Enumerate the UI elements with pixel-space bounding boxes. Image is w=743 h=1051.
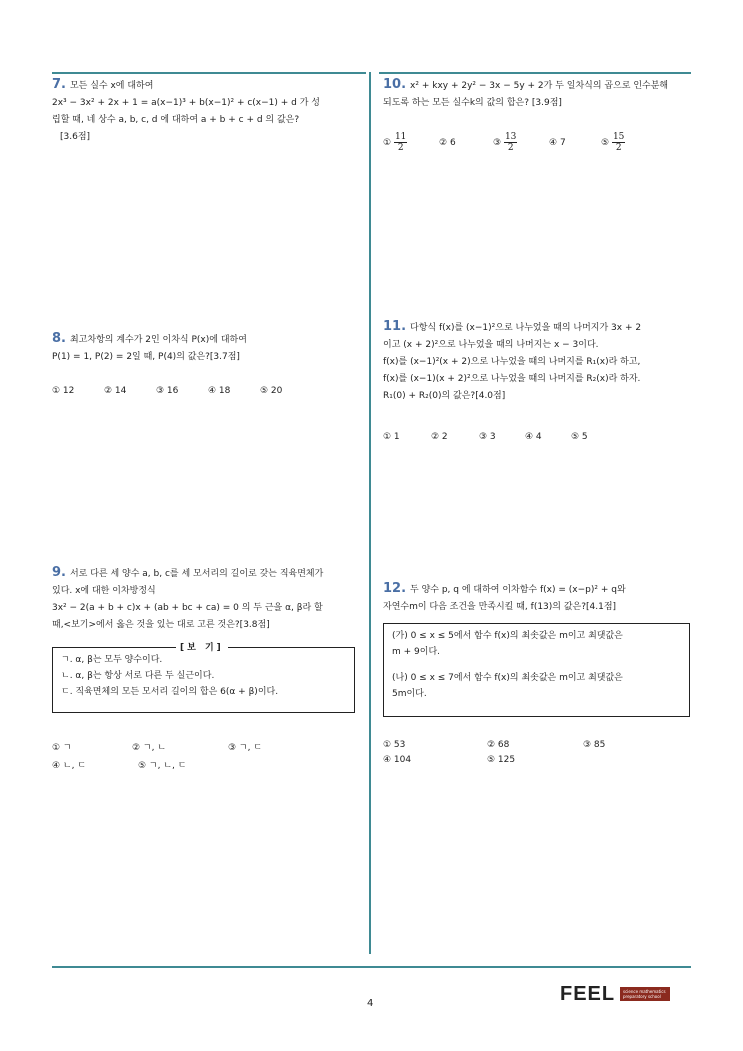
condition-ga-cont: m + 9이다. bbox=[392, 647, 441, 657]
fraction: $\frac{11}{2}$ bbox=[394, 132, 407, 153]
choice-4[interactable]: ④ 7 bbox=[549, 138, 566, 148]
choice-4[interactable]: ④ 4 bbox=[525, 432, 542, 442]
choice-4[interactable]: ④ 18 bbox=[208, 386, 231, 396]
question-text: x² + kxy + 2y² − 3x − 5y + 2가 두 일차식의 곱으로 인수분해 bbox=[410, 81, 669, 91]
choice-2[interactable]: ② 2 bbox=[431, 432, 448, 442]
choice-5[interactable]: ⑤ $\frac{15}{2}$ bbox=[601, 132, 625, 153]
question-text: 다항식 f(x)를 (x−1)²으로 나누었을 때의 나머지가 3x + 2 bbox=[410, 323, 642, 333]
question-number: 12. bbox=[383, 581, 407, 596]
question-7 bbox=[52, 76, 368, 146]
question-11 bbox=[383, 318, 693, 405]
choice-1[interactable]: ① ㄱ bbox=[52, 743, 72, 753]
choice-5[interactable]: ⑤ 125 bbox=[487, 755, 516, 765]
question-points: [3.6점] bbox=[60, 132, 91, 142]
choice-2[interactable]: ② 14 bbox=[104, 386, 127, 396]
question-text: 때,<보기>에서 옳은 것을 있는 대로 고른 것은?[3.8점] bbox=[52, 620, 270, 630]
question-equation: 2x³ − 3x² + 2x + 1 = a(x−1)³ + b(x−1)² + c(x−1) + d 가 성 bbox=[52, 98, 320, 108]
question-text: 최고차항의 계수가 2인 이차식 P(x)에 대하여 bbox=[69, 335, 247, 345]
question-text: 서로 다른 세 양수 a, b, c를 세 모서리의 길이로 갖는 직육면체가 bbox=[69, 569, 324, 579]
choice-1[interactable]: ① 1 bbox=[383, 432, 400, 442]
choice-1[interactable]: ① $\frac{11}{2}$ bbox=[383, 132, 407, 153]
logo-wordmark: FEEL bbox=[560, 983, 616, 1005]
condition-na-cont: 5m이다. bbox=[392, 689, 427, 699]
question-text: 이고 (x + 2)²으로 나누었을 때의 나머지는 x − 3이다. bbox=[383, 340, 599, 350]
bogi-item: ㄷ. 직육면체의 모든 모서리 길이의 합은 6(α + β)이다. bbox=[61, 687, 279, 697]
fraction: $\frac{15}{2}$ bbox=[612, 132, 625, 153]
logo-tagline: science mathematics preparatory school bbox=[620, 987, 670, 1001]
choice-3[interactable]: ③ 3 bbox=[479, 432, 496, 442]
choice-3[interactable]: ③ 16 bbox=[156, 386, 179, 396]
question-number: 8. bbox=[52, 331, 66, 346]
choice-5[interactable]: ⑤ 5 bbox=[571, 432, 588, 442]
column-divider bbox=[369, 72, 371, 954]
question-number: 7. bbox=[52, 77, 66, 92]
question-text: P(1) = 1, P(2) = 2일 때, P(4)의 값은?[3.7점] bbox=[52, 352, 240, 362]
top-rule-left bbox=[52, 72, 366, 74]
question-9 bbox=[52, 564, 368, 634]
choice-4[interactable]: ④ 104 bbox=[383, 755, 412, 765]
choice-1[interactable]: ① 12 bbox=[52, 386, 75, 396]
choice-4[interactable]: ④ ㄴ, ㄷ bbox=[52, 761, 87, 771]
bottom-rule bbox=[52, 966, 691, 968]
choice-2[interactable]: ② 6 bbox=[439, 138, 456, 148]
choice-5[interactable]: ⑤ 20 bbox=[260, 386, 283, 396]
fraction: $\frac{13}{2}$ bbox=[504, 132, 517, 153]
bogi-item: ㄴ. α, β는 항상 서로 다른 두 실근이다. bbox=[61, 671, 215, 681]
question-8 bbox=[52, 330, 368, 366]
top-rule-right bbox=[379, 72, 691, 74]
condition-na: (나) 0 ≤ x ≤ 7에서 함수 f(x)의 최솟값은 m이고 최댓값은 bbox=[392, 673, 623, 683]
question-text: 자연수m이 다음 조건을 만족시킬 때, f(13)의 값은?[4.1점] bbox=[383, 602, 617, 612]
question-12 bbox=[383, 580, 693, 616]
question-number: 10. bbox=[383, 77, 407, 92]
question-text: 립할 때, 네 상수 a, b, c, d 에 대하여 a + b + c + d 의 값은? bbox=[52, 115, 300, 125]
condition-ga: (가) 0 ≤ x ≤ 5에서 함수 f(x)의 최솟값은 m이고 최댓값은 bbox=[392, 631, 623, 641]
question-text: 두 양수 p, q 에 대하여 이차함수 f(x) = (x−p)² + q와 bbox=[410, 585, 626, 595]
question-10 bbox=[383, 76, 693, 112]
feel-logo bbox=[560, 983, 675, 1009]
choice-1[interactable]: ① 53 bbox=[383, 740, 406, 750]
bogi-title: [보 기] bbox=[176, 640, 228, 653]
choice-5[interactable]: ⑤ ㄱ, ㄴ, ㄷ bbox=[138, 761, 187, 771]
question-text: f(x)를 (x−1)²(x + 2)으로 나누었을 때의 나머지를 R₁(x)라 하고, bbox=[383, 357, 641, 367]
choice-2[interactable]: ② ㄱ, ㄴ bbox=[132, 743, 167, 753]
bogi-box bbox=[52, 647, 355, 713]
choice-3[interactable]: ③ $\frac{13}{2}$ bbox=[493, 132, 517, 153]
question-number: 11. bbox=[383, 319, 407, 334]
question-text: f(x)를 (x−1)(x + 2)²으로 나누었을 때의 나머지를 R₂(x)라 하자. bbox=[383, 374, 641, 384]
question-text: 있다. x에 대한 이차방정식 bbox=[52, 586, 156, 596]
question-text: R₁(0) + R₂(0)의 값은?[4.0점] bbox=[383, 391, 506, 401]
choice-2[interactable]: ② 68 bbox=[487, 740, 510, 750]
choice-3[interactable]: ③ 85 bbox=[583, 740, 606, 750]
condition-box bbox=[383, 623, 690, 717]
question-text: 모든 실수 x에 대하여 bbox=[69, 81, 154, 91]
choice-3[interactable]: ③ ㄱ, ㄷ bbox=[228, 743, 263, 753]
question-equation: 3x² − 2(a + b + c)x + (ab + bc + ca) = 0 의 두 근을 α, β라 할 bbox=[52, 603, 323, 613]
bogi-item: ㄱ. α, β는 모두 양수이다. bbox=[61, 655, 163, 665]
question-number: 9. bbox=[52, 565, 66, 580]
page-number: 4 bbox=[367, 998, 374, 1009]
question-text: 되도록 하는 모든 실수k의 값의 합은? [3.9점] bbox=[383, 98, 562, 108]
